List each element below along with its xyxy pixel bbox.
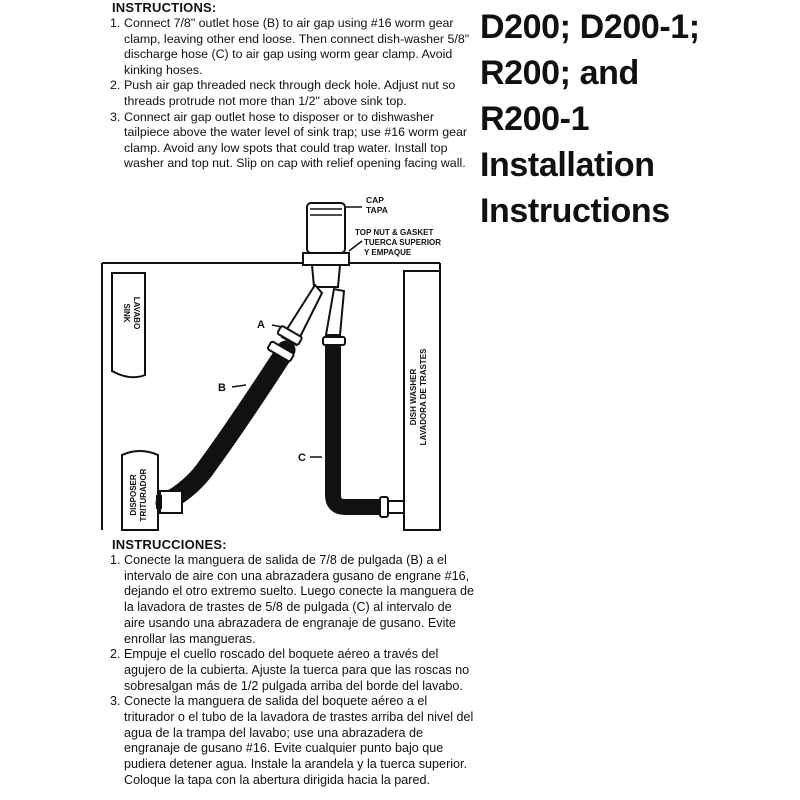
step-text: Conecte la manguera de salida de 7/8 de pulgada (B) a el intervalo de aire con una abrazadera gusano de engrane #16, dejando el otro extremo suelto. Luego conecte la manguera de la lavadora de trastes de 5/8 de pulgada (C) al intervalo de aire usando una abrazadera de engranaje de gusano. Evite enrollar las mangueras. <box>124 553 475 646</box>
hose-c-label: C <box>298 452 306 464</box>
air-gap <box>282 203 349 345</box>
hose-b-label: B <box>218 382 226 394</box>
instructions-heading-es: INSTRUCCIONES: <box>112 537 227 552</box>
step-number: 1. <box>110 553 121 567</box>
instruction-step <box>110 694 476 788</box>
dishwasher-tailpiece <box>388 501 404 513</box>
disposer-label-es: TRITURADOR <box>139 468 148 522</box>
instructions-list-en <box>110 16 480 172</box>
title-line: R200-1 <box>480 100 590 138</box>
step-text: Connect air gap outlet hose to disposer or to dishwasher tailpiece above the water level of sink trap; use #16 worm gear clamp. Avoid any low spots that could trap water. Install top washer and top nut. Slip on cap with relief opening facing wall. <box>124 109 467 171</box>
instruction-step <box>110 553 476 647</box>
top-nut-label-es-1: TUERCA SUPERIOR <box>364 238 442 247</box>
hose-c <box>333 345 382 507</box>
instruction-step <box>110 110 480 172</box>
title-line: Instructions <box>480 192 670 230</box>
cap-label-es: TAPA <box>366 205 388 215</box>
step-text: Push air gap threaded neck through deck hole. Adjust nut so threads protrude not more than 1/2" above sink top. <box>124 78 456 108</box>
instruction-step <box>110 78 480 109</box>
step-number: 3. <box>110 109 121 124</box>
step-number: 2. <box>110 78 121 93</box>
step-number: 2. <box>110 647 121 662</box>
disposer-inlet <box>156 491 182 513</box>
disposer-label-en: DISPOSER <box>129 474 138 516</box>
title-line: Installation <box>480 146 655 184</box>
step-text: Conecte la manguera de salida del boquete aéreo a el triturador o el tubo de la lavadora de trastes arriba del nivel del agua de la trampa del lavabo; use una abrazadera de engranaje de gusano #16. Evite cualquier punto bajo que pudiera detener agua. Instale la arandela y la tuerca superior. Coloque la tapa con la abertura dirigida hacia la pared. <box>124 694 474 787</box>
hose-a-label: A <box>257 319 265 331</box>
instruction-step <box>110 647 476 694</box>
step-text: Connect 7/8" outlet hose (B) to air gap using #16 worm gear clamp, leaving other end loose. Then connect dish-washer 5/8" discharge hose (C) to air gap using worm gear clamp. Avoid kinking hoses. <box>124 16 470 77</box>
top-nut-label-es-2: Y EMPAQUE <box>364 248 412 257</box>
dishwasher-label-en: DISH WASHER <box>409 368 418 426</box>
sink-label-es: LAVABO <box>132 296 141 330</box>
step-number: 1. <box>110 16 121 30</box>
disposer-label <box>129 468 148 521</box>
hose-b <box>165 350 286 503</box>
title-line: D200; D200-1; <box>480 8 700 46</box>
instruction-step <box>110 16 480 78</box>
title-line: R200; and <box>480 54 639 92</box>
document-title <box>480 4 798 234</box>
step-text: Empuje el cuello roscado del boquete aéreo a través del agujero de la cubierta. Ajuste la tuerca para que las roscas no sobresalgan más de 1/2 pulgada arriba del borde del lavabo. <box>124 647 470 693</box>
instructions-list-es <box>110 553 476 789</box>
instructions-heading-en: INSTRUCTIONS: <box>112 0 217 15</box>
dishwasher-label-es: LAVADORA DE TRASTES <box>419 348 428 446</box>
installation-diagram <box>100 185 460 535</box>
cap-label-en: CAP <box>366 195 384 205</box>
step-number: 3. <box>110 694 121 709</box>
top-nut-label-en: TOP NUT & GASKET <box>355 228 434 237</box>
sink-label-en: SINK <box>122 303 131 323</box>
